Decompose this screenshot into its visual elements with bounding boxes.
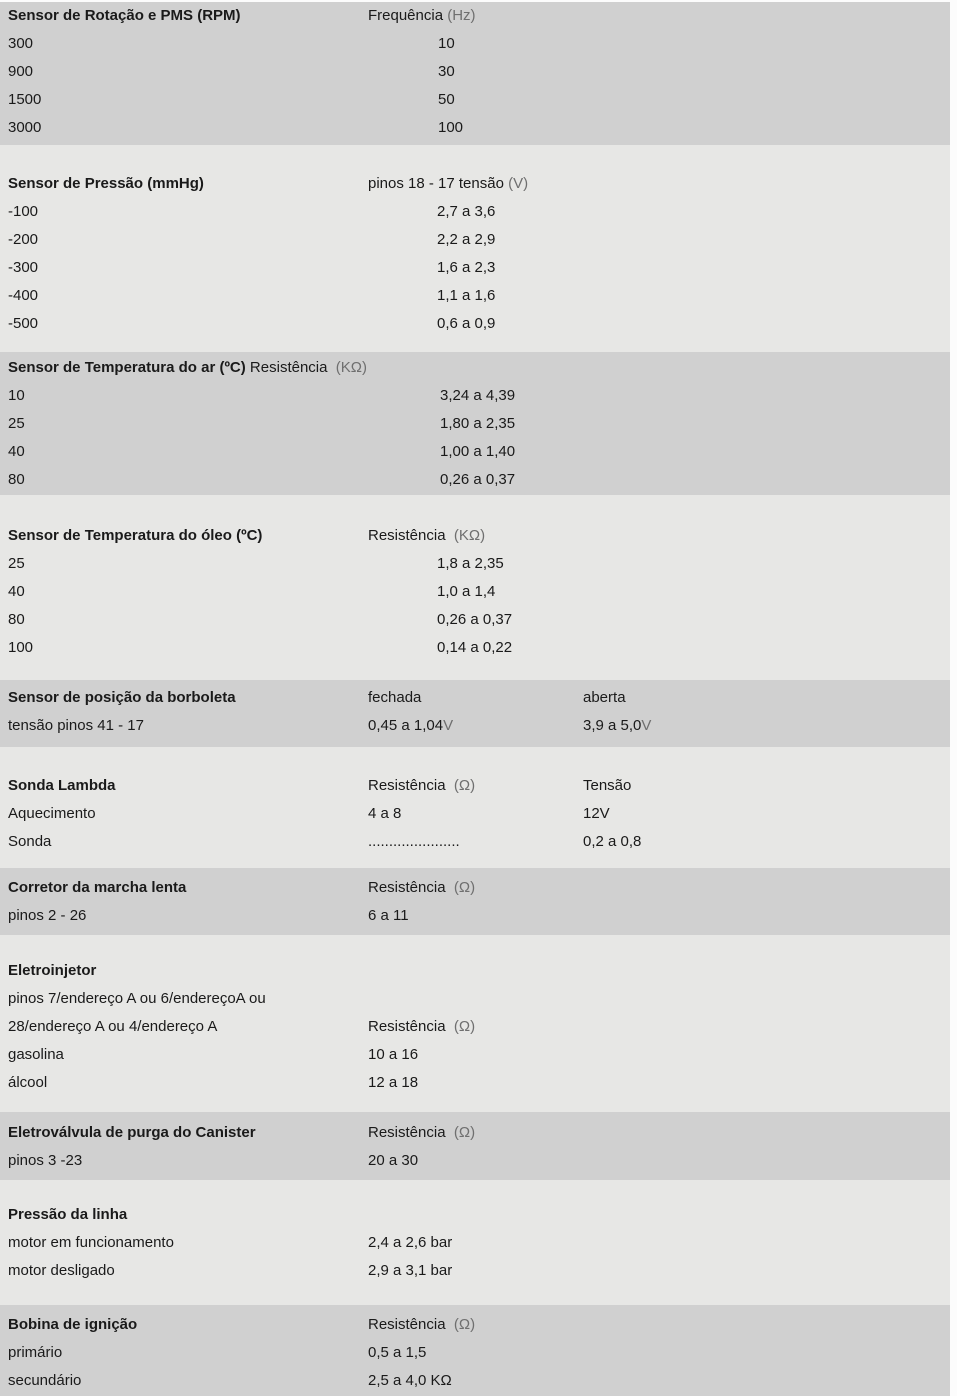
section-title: Sensor de Pressão (mmHg): [8, 175, 204, 192]
section-header: [8, 1119, 256, 1147]
row-value: 2,5 a 4,0 KΩ: [368, 1372, 452, 1389]
table-row: [0, 382, 950, 410]
section-rotacao: [0, 2, 950, 145]
section-title: Bobina de ignição: [8, 1316, 138, 1333]
table-row: [0, 606, 950, 634]
header-row: [0, 684, 950, 712]
section-title: Pressão da linha: [8, 1206, 128, 1223]
row-label: tensão pinos 41 - 17: [8, 717, 144, 734]
column-header: [368, 522, 485, 550]
row-label: 40: [8, 443, 25, 460]
header-row: [0, 2, 950, 30]
table-row: [0, 58, 950, 86]
row-value: ......................: [368, 833, 460, 850]
section-title: Sensor de Temperatura do ar (ºC): [8, 359, 246, 376]
table-row: [0, 30, 950, 58]
row-value: 0,26 a 0,37: [440, 471, 516, 488]
column-header: [368, 1311, 475, 1339]
row-value: 0,26 a 0,37: [437, 611, 513, 628]
unit-label: (Ω): [445, 1018, 476, 1035]
table-row: [0, 1229, 950, 1257]
column-header: [583, 684, 626, 712]
table-row: [0, 985, 950, 1013]
table-row: [0, 712, 950, 740]
cell-text: Resistência: [368, 1316, 446, 1333]
row-label: 3000: [8, 119, 42, 136]
row-label: 28/endereço A ou 4/endereço A: [8, 1018, 218, 1035]
column-header: [368, 2, 476, 30]
row-label: Aquecimento: [8, 805, 96, 822]
table-row: [0, 1013, 950, 1041]
row-label: 80: [8, 471, 25, 488]
row-label: álcool: [8, 1074, 48, 1091]
row-label: -200: [8, 231, 39, 248]
section-header: [8, 170, 204, 198]
header-row: [0, 957, 950, 985]
cell-text: 3,9 a 5,0: [583, 717, 642, 734]
row-label: 25: [8, 415, 25, 432]
cell-text: aberta: [583, 689, 626, 706]
section-header: [8, 522, 262, 550]
row-value: [368, 712, 453, 740]
table-row: [0, 438, 950, 466]
section-pressao-linha: [0, 1180, 950, 1305]
row-value: 1,8 a 2,35: [437, 555, 504, 572]
right-edge: [950, 0, 957, 1396]
section-header: [8, 772, 116, 800]
table-row: [0, 578, 950, 606]
header-row: [0, 1119, 950, 1147]
table-row: [0, 634, 950, 662]
cell-text: Resistência: [368, 1124, 446, 1141]
row-value: 0,14 a 0,22: [437, 639, 513, 656]
row-value: [368, 1013, 475, 1041]
header-row: [0, 1201, 950, 1229]
row-label: 1500: [8, 91, 42, 108]
header-row: [0, 170, 950, 198]
row-label: pinos 3 -23: [8, 1152, 83, 1169]
row-label: 25: [8, 555, 25, 572]
row-label: 100: [8, 639, 34, 656]
section-title: Corretor da marcha lenta: [8, 879, 187, 896]
section-header: [8, 874, 186, 902]
column-header: [368, 170, 528, 198]
section-title: Sensor de Rotação e PMS (RPM): [8, 7, 241, 24]
section-header: [8, 684, 236, 712]
table-row: [0, 310, 950, 338]
row-label: 80: [8, 611, 25, 628]
table-row: [0, 1041, 950, 1069]
header-row: [0, 1311, 950, 1339]
row-label: primário: [8, 1344, 63, 1361]
section-header: [8, 957, 96, 985]
table-row: [0, 1257, 950, 1285]
section-marcha-lenta: [0, 868, 950, 935]
sections-container: [0, 2, 950, 1396]
row-label: -300: [8, 259, 39, 276]
cell-text: 0,45 a 1,04: [368, 717, 444, 734]
cell-text: Resistência: [368, 527, 446, 544]
row-label: -400: [8, 287, 39, 304]
row-value: 3,24 a 4,39: [440, 387, 516, 404]
row-value: 6 a 11: [368, 907, 409, 924]
table-row: [0, 1367, 950, 1395]
row-label: pinos 7/endereço A ou 6/endereçoA ou: [8, 990, 266, 1007]
unit-label: V: [641, 717, 652, 734]
row-value: 20 a 30: [368, 1152, 419, 1169]
table-row: [0, 1069, 950, 1097]
row-label: gasolina: [8, 1046, 64, 1063]
cell-text: Tensão: [583, 777, 632, 794]
row-label: secundário: [8, 1372, 82, 1389]
unit-label: (KΩ): [327, 359, 368, 376]
row-value: 1,0 a 1,4: [437, 583, 496, 600]
header-row: [0, 354, 950, 382]
unit-label: (Ω): [445, 1316, 476, 1333]
row-label: -100: [8, 203, 39, 220]
cell-text: Frequência: [368, 7, 444, 24]
row-value: 2,2 a 2,9: [437, 231, 496, 248]
unit-label: (Ω): [445, 777, 476, 794]
row-value: 0,6 a 0,9: [437, 315, 496, 332]
header-row: [0, 874, 950, 902]
row-value: 12V: [583, 805, 610, 822]
cell-text: Resistência: [368, 1018, 446, 1035]
row-value: 2,7 a 3,6: [437, 203, 496, 220]
table-row: [0, 550, 950, 578]
row-value: 1,00 a 1,40: [440, 443, 516, 460]
table-row: [0, 1147, 950, 1175]
row-label: 40: [8, 583, 25, 600]
row-label: 300: [8, 35, 34, 52]
section-temp-oleo: [0, 495, 950, 680]
section-header: [8, 1311, 137, 1339]
column-header: [583, 772, 631, 800]
row-label: motor desligado: [8, 1262, 115, 1279]
table-row: [0, 114, 950, 142]
table-row: [0, 410, 950, 438]
row-value: 2,9 a 3,1 bar: [368, 1262, 453, 1279]
row-value: 50: [438, 91, 455, 108]
inline-header-text: Resistência: [245, 359, 328, 376]
row-label: Sonda: [8, 833, 52, 850]
row-value: 1,80 a 2,35: [440, 415, 516, 432]
unit-label: (Ω): [445, 879, 476, 896]
row-value: 1,1 a 1,6: [437, 287, 496, 304]
section-header: [8, 354, 367, 382]
row-label: motor em funcionamento: [8, 1234, 174, 1251]
row-value: 0,5 a 1,5: [368, 1344, 427, 1361]
row-value: [583, 712, 651, 740]
row-label: 10: [8, 387, 25, 404]
table-row: [0, 1339, 950, 1367]
row-value: 10 a 16: [368, 1046, 419, 1063]
section-pressao: [0, 145, 950, 352]
section-temp-ar: [0, 352, 950, 495]
row-label: pinos 2 - 26: [8, 907, 87, 924]
header-row: [0, 522, 950, 550]
cell-text: fechada: [368, 689, 422, 706]
row-value: 30: [438, 63, 455, 80]
row-value: 0,2 a 0,8: [583, 833, 642, 850]
unit-label: (Ω): [445, 1124, 476, 1141]
table-row: [0, 254, 950, 282]
row-value: 12 a 18: [368, 1074, 419, 1091]
row-value: 4 a 8: [368, 805, 402, 822]
table-row: [0, 282, 950, 310]
section-sonda-lambda: [0, 747, 950, 868]
section-title: Eletroválvula de purga do Canister: [8, 1124, 256, 1141]
table-row: [0, 466, 950, 494]
table-row: [0, 800, 950, 828]
section-eletroinjetor: [0, 935, 950, 1112]
table-row: [0, 226, 950, 254]
section-header: [8, 1201, 127, 1229]
cell-text: Resistência: [368, 879, 446, 896]
column-header: [368, 772, 475, 800]
cell-text: pinos 18 - 17 tensão: [368, 175, 504, 192]
row-value: 10: [438, 35, 455, 52]
section-title: Sensor de posição da borboleta: [8, 689, 236, 706]
section-bobina: [0, 1305, 950, 1396]
column-header: [368, 874, 475, 902]
table-row: [0, 902, 950, 930]
table-row: [0, 86, 950, 114]
row-label: -500: [8, 315, 39, 332]
section-canister: [0, 1112, 950, 1180]
section-header: [8, 2, 241, 30]
unit-label: (V): [503, 175, 529, 192]
unit-label: (Hz): [443, 7, 476, 24]
cell-text: Resistência: [368, 777, 446, 794]
row-label: 900: [8, 63, 34, 80]
column-header: [368, 684, 421, 712]
table-row: [0, 198, 950, 226]
section-borboleta: [0, 680, 950, 747]
table-row: [0, 828, 950, 856]
row-value: 2,4 a 2,6 bar: [368, 1234, 453, 1251]
section-title: Sensor de Temperatura do óleo (ºC): [8, 527, 263, 544]
column-header: [368, 1119, 475, 1147]
unit-label: V: [443, 717, 454, 734]
row-value: 1,6 a 2,3: [437, 259, 496, 276]
unit-label: (KΩ): [445, 527, 486, 544]
section-title: Eletroinjetor: [8, 962, 97, 979]
row-value: 100: [438, 119, 464, 136]
header-row: [0, 772, 950, 800]
section-title: Sonda Lambda: [8, 777, 116, 794]
